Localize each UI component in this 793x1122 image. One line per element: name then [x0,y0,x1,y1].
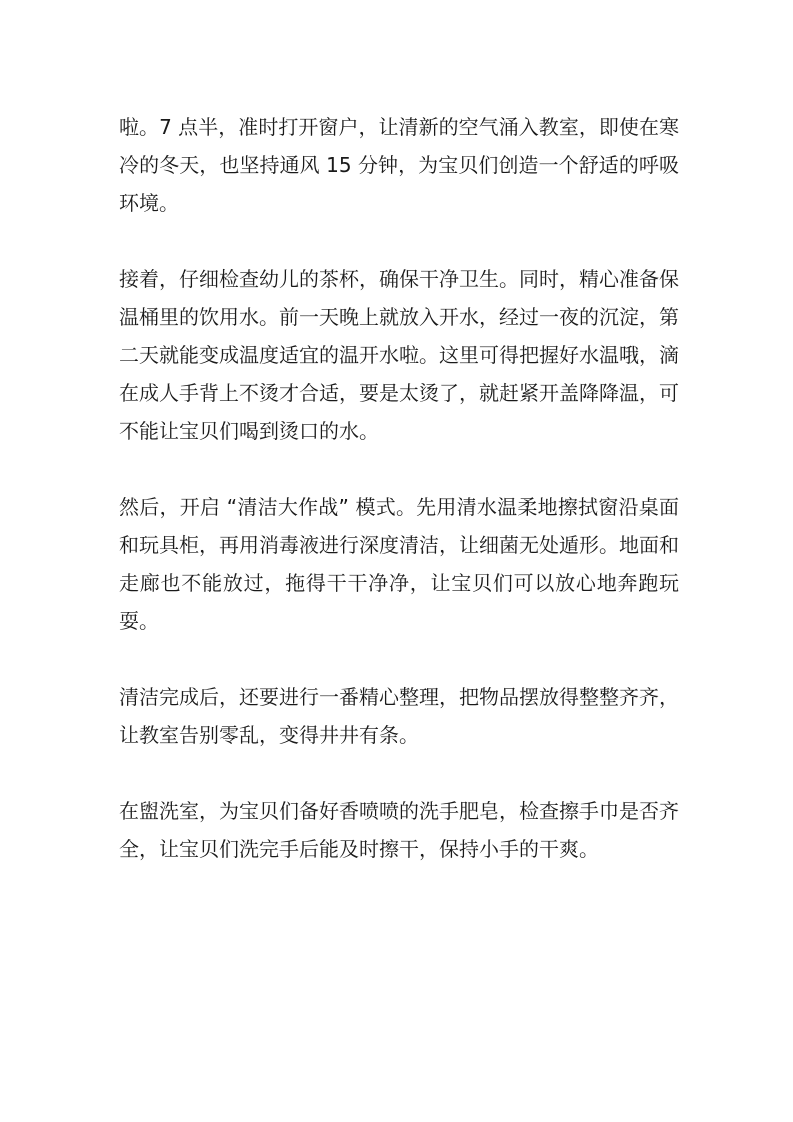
paragraph-water-preparation: 接着，仔细检查幼儿的茶杯，确保干净卫生。同时，精心准备保温桶里的饮用水。前一天晚上就放入开水，经过一夜的沉淀，第二天就能变成温度适宜的温开水啦。这里可得把握好水温哦，滴在成人手背上不烫才合适，要是太烫了，就赶紧开盖降降温，可不能让宝贝们喝到烫口的水。 [119,267,679,443]
paragraph-washroom: 在盥洗室，为宝贝们备好香喷喷的洗手肥皂，检查擦手巾是否齐全，让宝贝们洗完手后能及时擦干，保持小手的干爽。 [119,799,679,861]
document-body [119,108,679,868]
paragraph-ventilation: 啦。7 点半，准时打开窗户，让清新的空气涌入教室，即使在寒冷的冬天，也坚持通风 15 分钟，为宝贝们创造一个舒适的呼吸环境。 [119,115,679,215]
paragraph-cleaning: 然后，开启 “清洁大作战” 模式。先用清水温柔地擦拭窗沿桌面和玩具柜，再用消毒液进行深度清洁，让细菌无处遁形。地面和走廊也不能放过，拖得干干净净，让宝贝们可以放心地奔跑玩耍。 [119,495,679,633]
paragraph-tidying: 清洁完成后，还要进行一番精心整理，把物品摆放得整整齐齐，让教室告别零乱，变得井井有条。 [119,685,679,747]
